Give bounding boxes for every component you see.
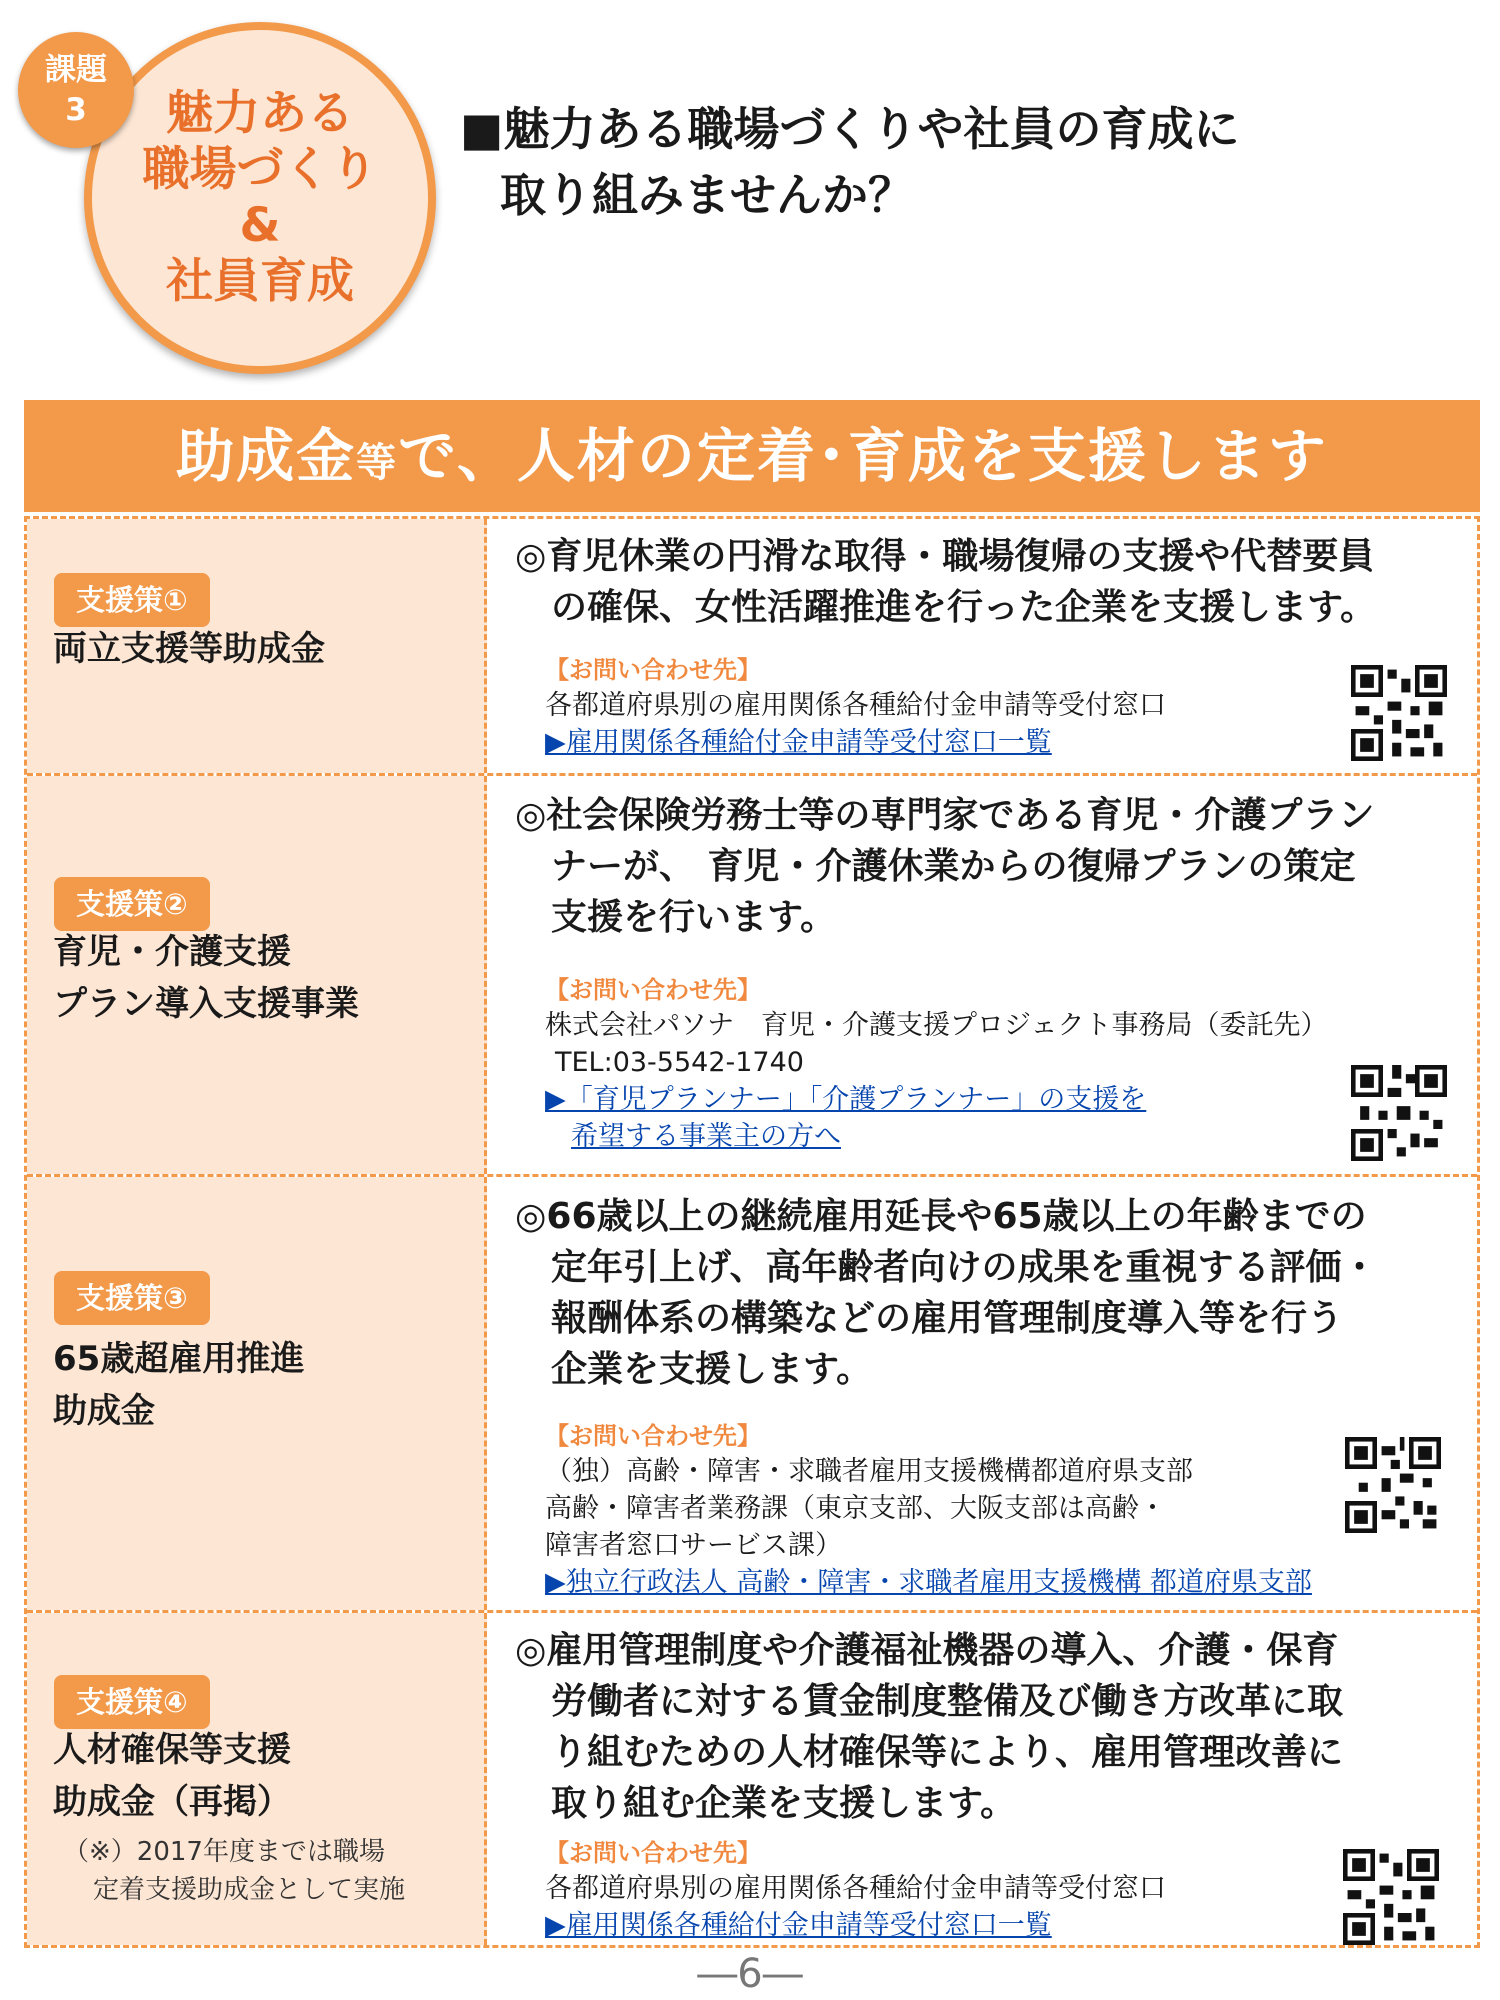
contact-label: 【お問い合わせ先】 <box>545 976 761 1004</box>
contact-line3: 障害者窓口サービス課） <box>545 1530 842 1561</box>
qr-code-icon[interactable] <box>1343 1849 1439 1945</box>
page-number: ―6― <box>697 1951 803 1997</box>
headline-line1: ■魅力ある職場づくりや社員の育成に <box>460 102 1240 156</box>
qr-code-icon[interactable] <box>1351 665 1447 761</box>
note-line1: （※）2017年度までは職場 <box>63 1837 385 1867</box>
desc-line2: 定年引上げ、高年齢者向けの成果を重視する評価・ <box>551 1247 1378 1288</box>
support-row-4 <box>27 1613 1477 1945</box>
desc-line3: 報酬体系の構築などの雇用管理制度導入等を行う <box>551 1298 1344 1339</box>
contact-line2: TEL:03-5542-1740 <box>555 1047 804 1078</box>
support-table <box>24 516 1480 1948</box>
issue-badge-label: 課題 <box>45 52 107 88</box>
support-row-3-left <box>27 1177 487 1610</box>
support-row-3-right <box>487 1177 1477 1610</box>
support-name-line2: 助成金（再掲） <box>53 1782 291 1822</box>
desc-line3: り組むための人材確保等により、雇用管理改善に <box>551 1732 1344 1773</box>
contact-link[interactable]: ▶独立行政法人 高齢・障害・求職者雇用支援機構 都道府県支部 <box>545 1567 1312 1598</box>
contact-link-cont[interactable]: 希望する事業主の方へ <box>571 1121 841 1152</box>
issue-badge <box>18 32 134 148</box>
support-row-1 <box>27 519 1477 776</box>
support-row-4-left <box>27 1613 487 1945</box>
support-tag: 支援策① <box>54 573 210 627</box>
issue-badge-number: 3 <box>65 92 87 128</box>
banner-text-1: 助成金 <box>176 422 357 490</box>
theme-circle <box>84 22 436 374</box>
desc-line1: ◎社会保険労務士等の専門家である育児・介護プラン <box>515 795 1375 836</box>
theme-circle-line4: 社員育成 <box>166 254 354 309</box>
support-name-line1: 人材確保等支援 <box>53 1730 291 1770</box>
qr-code-icon[interactable] <box>1351 1065 1447 1161</box>
contact-label: 【お問い合わせ先】 <box>545 1422 761 1450</box>
support-description <box>515 1625 1447 1829</box>
support-name-line1: 両立支援等助成金 <box>53 629 325 669</box>
contact-link[interactable]: ▶「育児プランナー」「介護プランナー」の支援を <box>545 1084 1147 1115</box>
desc-line2: ナーが、 育児・介護休業からの復帰プランの策定 <box>551 846 1356 887</box>
support-row-3 <box>27 1177 1477 1613</box>
page-headline <box>460 96 1480 228</box>
support-name-line1: 65歳超雇用推進 <box>53 1339 305 1379</box>
support-row-1-left <box>27 519 487 773</box>
contact-line2: 高齢・障害者業務課（東京支部、大阪支部は高齢・ <box>545 1493 1166 1524</box>
banner-text-2: 等 <box>356 440 399 486</box>
contact-label: 【お問い合わせ先】 <box>545 656 761 684</box>
support-row-4-right <box>487 1613 1477 1945</box>
support-row-2 <box>27 776 1477 1177</box>
note-line2: 定着支援助成金として実施 <box>93 1875 406 1905</box>
desc-line2: 労働者に対する賃金制度整備及び働き方改革に取 <box>551 1681 1344 1722</box>
qr-code-icon[interactable] <box>1345 1437 1441 1533</box>
contact-line1: 各都道府県別の雇用関係各種給付金申請等受付窓口 <box>545 690 1166 721</box>
desc-line4: 取り組む企業を支援します。 <box>551 1783 1017 1824</box>
desc-line1: ◎66歳以上の継続雇用延長や65歳以上の年齢までの <box>515 1196 1367 1237</box>
contact-line1: 各都道府県別の雇用関係各種給付金申請等受付窓口 <box>545 1873 1166 1904</box>
support-name-line2: 助成金 <box>53 1391 155 1431</box>
theme-circle-line1: 魅力ある <box>166 86 354 141</box>
support-name-line2: プラン導入支援事業 <box>53 984 359 1024</box>
support-row-2-left <box>27 776 487 1174</box>
support-description <box>515 790 1447 943</box>
contact-link[interactable]: ▶雇用関係各種給付金申請等受付窓口一覧 <box>545 1910 1052 1941</box>
contact-label: 【お問い合わせ先】 <box>545 1839 761 1867</box>
contact-line1: 株式会社パソナ 育児・介護支援プロジェクト事務局（委託先） <box>545 1010 1328 1041</box>
theme-circle-line2: 職場づくり <box>142 142 378 197</box>
desc-line4: 企業を支援します。 <box>551 1349 873 1390</box>
support-description <box>515 1191 1447 1395</box>
desc-line2: の確保、女性活躍推進を行った企業を支援します。 <box>551 587 1377 628</box>
desc-line1: ◎雇用管理制度や介護福祉機器の導入、介護・保育 <box>515 1630 1339 1671</box>
support-tag: 支援策④ <box>54 1675 210 1729</box>
banner-text-3: で、人材の定着･育成を支援します <box>398 422 1328 490</box>
section-banner <box>24 400 1480 512</box>
desc-line1: ◎育児休業の円滑な取得・職場復帰の支援や代替要員 <box>515 536 1375 577</box>
support-tag: 支援策③ <box>54 1271 210 1325</box>
support-tag: 支援策② <box>54 877 210 931</box>
support-name-line1: 育児・介護支援 <box>53 932 291 972</box>
theme-circle-line3: & <box>239 198 281 253</box>
desc-line3: 支援を行います。 <box>551 897 837 938</box>
support-note <box>63 1833 474 1909</box>
headline-line2: 取り組みませんか？ <box>500 168 914 222</box>
support-row-1-right <box>487 519 1477 773</box>
support-row-2-right <box>487 776 1477 1174</box>
contact-line1: （独）高齢・障害・求職者雇用支援機構都道府県支部 <box>545 1456 1193 1487</box>
contact-link[interactable]: ▶雇用関係各種給付金申請等受付窓口一覧 <box>545 727 1052 758</box>
support-description <box>515 531 1447 633</box>
